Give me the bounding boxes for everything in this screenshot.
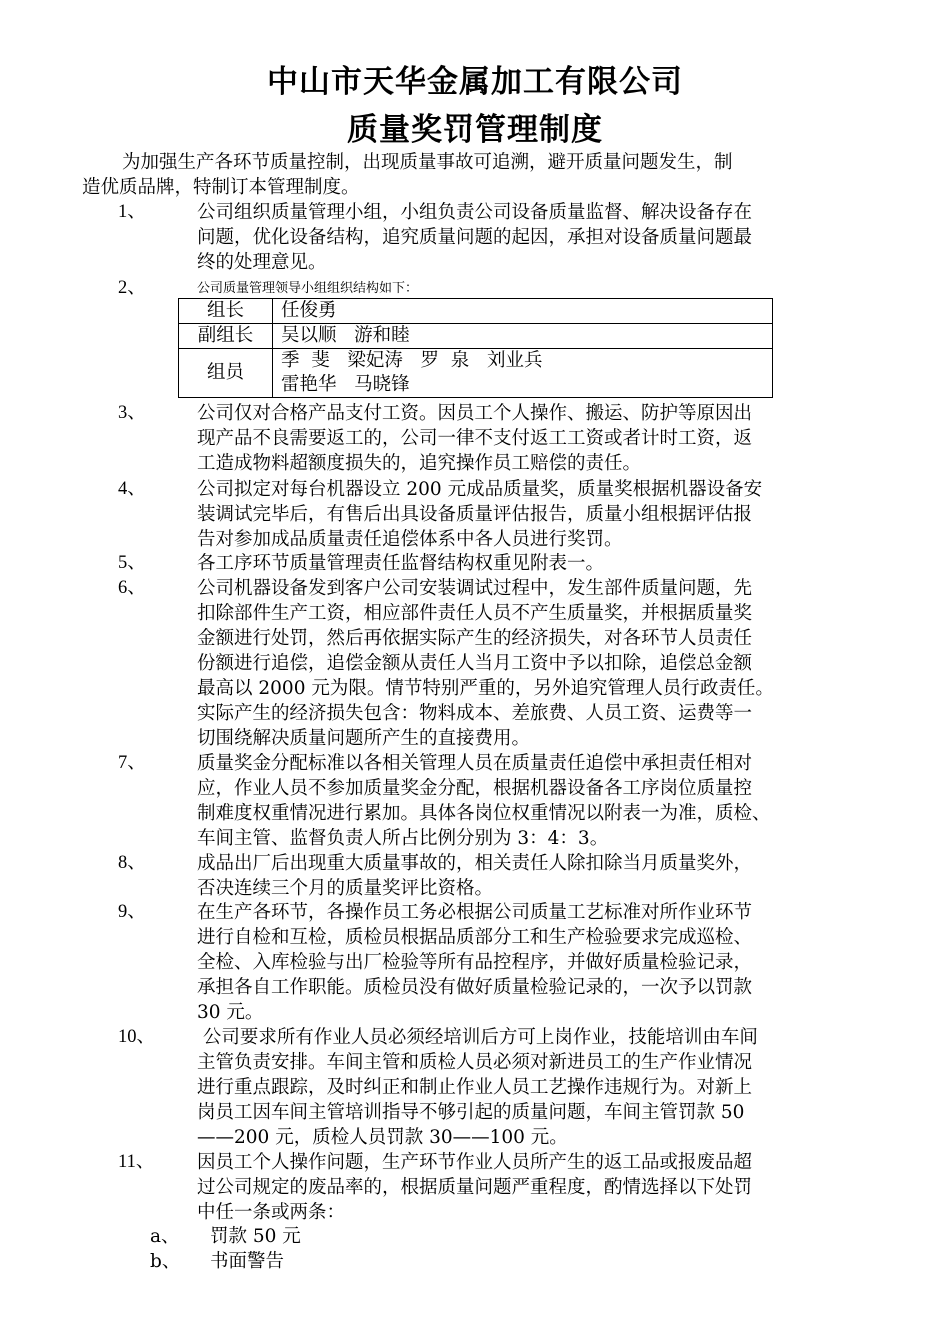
item-line: 各工序环节质量管理责任监督结构权重见附表一。 [197,553,605,574]
item-number: 10、 [118,1027,156,1047]
item-number: 4、 [118,479,146,499]
item-line: 公司机器设备发到客户公司安装调试过程中，发生部件质量问题，先 [197,578,753,599]
item-text [197,1150,880,1225]
item-line: 公司质量管理领导小组组织结构如下： [197,281,419,296]
item-line: 因员工个人操作问题，生产环节作业人员所产生的返工品或报废品超 [197,1152,753,1173]
item-number: 3、 [118,403,146,423]
item-line: 扣除部件生产工资，相应部件责任人员不产生质量奖，并根据质量奖 [197,603,753,624]
item-line: 在生产各环节，各操作员工务必根据公司质量工艺标准对所作业环节 [197,902,753,923]
item-line: 公司仅对合格产品支付工资。因员工个人操作、搬运、防护等原因出 [197,403,753,424]
item-line: 车间主管、监督负责人所占比例分别为 3：4：3。 [197,828,609,849]
item-line: 工造成物料超额度损失的，追究操作员工赔偿的责任。 [197,453,642,474]
item-line: 岗员工因车间主管培训指导不够引起的质量问题，车间主管罚款 50 [197,1102,745,1123]
members-line: 任俊勇 [281,300,337,321]
item-line: 应，作业人员不参加质量奖金分配，根据机器设备各工序岗位质量控 [197,778,753,799]
item-number: 1、 [118,202,146,222]
item-number: 11、 [118,1152,155,1172]
sub-item-label: a、 [150,1226,180,1247]
item-line: 质量奖金分配标准以各相关管理人员在质量责任追偿中承担责任相对 [197,753,753,774]
item-line: 公司组织质量管理小组，小组负责公司设备质量监督、解决设备存在 [197,202,753,223]
members-cell [273,299,773,324]
item-line: ——200 元，质检人员罚款 30——100 元。 [197,1127,568,1148]
item-line: 成品出厂后出现重大质量事故的，相关责任人除扣除当月质量奖外， [197,853,753,874]
item-line: 装调试完毕后，有售后出具设备质量评估报告，质量小组根据评估报 [197,504,753,525]
item-text [197,751,880,851]
item-number: 2、 [118,278,146,298]
item-number: 9、 [118,902,146,922]
item-text [197,401,880,476]
intro-line: 为加强生产各环节质量控制，出现质量事故可追溯，避开质量问题发生，制 [122,152,733,173]
item-line: 过公司规定的废品率的，根据质量问题严重程度，酌情选择以下处罚 [197,1177,753,1198]
item-line: 30 元。 [197,1002,264,1023]
members-line: 雷艳华 马晓锋 [281,374,410,395]
document-title: 质量奖罚管理制度 [347,112,603,148]
sub-item-label: b、 [150,1251,181,1272]
item-line: 金额进行处罚，然后再依据实际产生的经济损失，对各环节人员责任 [197,628,753,649]
item-text [197,1025,880,1150]
item-line: 公司要求所有作业人员必须经培训后方可上岗作业，技能培训由车间 [197,1027,758,1048]
item-line: 进行自检和互检，质检员根据品质部分工和生产检验要求完成巡检、 [197,927,753,948]
item-line: 份额进行追偿，追偿金额从责任人当月工资中予以扣除，追偿总金额 [197,653,753,674]
role-cell: 组长 [179,299,273,324]
item-text [197,576,880,751]
item-line: 中任一条或两条： [197,1202,346,1223]
item-line: 主管负责安排。车间主管和质检人员必须对新进员工的生产作业情况 [197,1052,753,1073]
item-text [197,551,880,576]
item-line: 问题，优化设备结构，追究质量问题的起因，承担对设备质量问题最 [197,227,753,248]
item-number: 6、 [118,578,146,598]
item-line: 否决连续三个月的质量奖评比资格。 [197,878,494,899]
item-line: 实际产生的经济损失包含：物料成本、差旅费、人员工资、运费等一 [197,703,753,724]
members-line: 季 斐 梁妃涛 罗 泉 刘业兵 [281,350,543,371]
item-number: 7、 [118,753,146,773]
sub-item-text: 罚款 50 元 [210,1226,301,1247]
role-cell: 组员 [179,349,273,398]
item-line: 进行重点跟踪，及时纠正和制止作业人员工艺操作违规行为。对新上 [197,1077,753,1098]
item-line: 现产品不良需要返工的，公司一律不支付返工工资或者计时工资，返 [197,428,753,449]
table-row [179,349,773,398]
item-line: 告对参加成品质量责任追偿体系中各人员进行奖罚。 [197,529,623,550]
intro-paragraph [82,150,882,200]
table-row [179,299,773,324]
item-line: 公司拟定对每台机器设立 200 元成品质量奖，质量奖根据机器设备安 [197,479,763,500]
members-cell [273,349,773,398]
item-text [197,200,880,275]
item-text [197,477,880,552]
intro-line: 造优质品牌，特制订本管理制度。 [82,177,360,198]
item-line: 最高以 2000 元为限。情节特别严重的，另外追究管理人员行政责任。 [197,678,774,699]
item-text [197,900,880,1025]
org-structure-table [178,298,773,398]
item-line: 终的处理意见。 [197,252,327,273]
item-line: 切围绕解决质量问题所产生的直接费用。 [197,728,531,749]
item-number: 8、 [118,853,146,873]
table-row [179,324,773,349]
item-line: 制难度权重情况进行累加。具体各岗位权重情况以附表一为准，质检、 [197,803,771,824]
company-title: 中山市天华金属加工有限公司 [267,64,683,100]
members-line: 吴以顺 游和睦 [281,325,410,346]
item-text [197,851,880,901]
sub-item-text: 书面警告 [210,1251,285,1272]
item-line: 承担各自工作职能。质检员没有做好质量检验记录的，一次予以罚款 [197,977,753,998]
item-line: 全检、入库检验与出厂检验等所有品控程序，并做好质量检验记录， [197,952,753,973]
item-number: 5、 [118,553,146,573]
role-cell: 副组长 [179,324,273,349]
members-cell [273,324,773,349]
